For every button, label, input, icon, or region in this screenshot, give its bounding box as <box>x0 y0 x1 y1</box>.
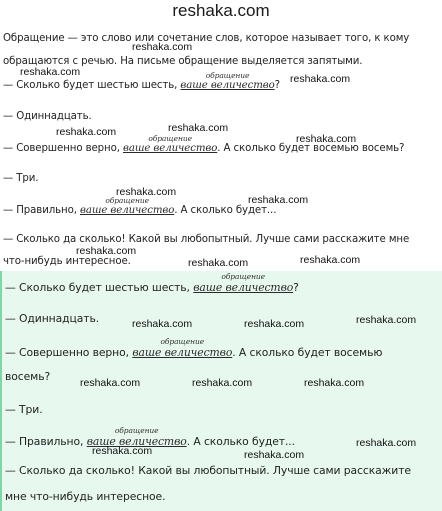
answer-block <box>0 271 442 511</box>
dialogue-line: — Три. <box>3 173 39 184</box>
address-tag: обращение <box>148 134 192 143</box>
watermark: reshaka.com <box>300 254 361 266</box>
highlighted-address: обращение ваше величество <box>123 134 218 154</box>
watermark: reshaka.com <box>132 318 193 330</box>
watermark: reshaka.com <box>168 122 229 134</box>
address-tag: обращение <box>160 337 205 346</box>
highlighted-address: обращение ваше величество <box>132 337 233 359</box>
dialogue-line: — Совершенно верно, обращение ваше величество. А сколько будет восемью восемь? <box>3 134 405 154</box>
watermark: reshaka.com <box>356 314 417 326</box>
watermark: reshaka.com <box>188 257 249 269</box>
watermark: reshaka.com <box>296 133 357 145</box>
watermark: reshaka.com <box>116 186 177 198</box>
highlighted-address: обращение ваше величество <box>180 71 275 91</box>
address-tag: обращение <box>205 71 250 80</box>
address-tag: обращение <box>105 196 149 205</box>
address-tag: обращение <box>221 272 265 281</box>
watermark: reshaka.com <box>248 194 309 206</box>
watermark: reshaka.com <box>290 73 351 85</box>
dialogue-line: — Сколько да сколько! Какой вы любопытный. Лучше сами расскажите мне <box>3 234 410 245</box>
definition-line: обращаются с речью. На письме обращение выделяется запятыми. <box>3 56 363 67</box>
watermark: reshaka.com <box>56 126 117 138</box>
site-logo[interactable]: reshaka.com <box>172 1 270 20</box>
watermark: reshaka.com <box>92 445 153 457</box>
dialogue-line: что-нибудь интересное. <box>3 256 131 267</box>
answer-line: — Одиннадцать. <box>5 312 100 325</box>
watermark: reshaka.com <box>132 41 193 53</box>
highlighted-address: обращение ваше величество <box>193 272 294 294</box>
answer-line: — Три. <box>5 403 43 416</box>
definition-line: Обращение — это слово или сочетание слов, которое называет того, к кому <box>3 33 410 44</box>
answer-line: — Сколько будет шестью шесть, обращение ваше величество? <box>5 272 299 294</box>
address-tag: обращение <box>114 426 159 435</box>
answer-line: — Правильно, обращение ваше величество. А сколько будет... <box>5 426 295 448</box>
answer-line: — Совершенно верно, обращение ваше величество. А сколько будет восемью <box>5 337 383 359</box>
watermark: reshaka.com <box>244 449 305 461</box>
watermark: reshaka.com <box>304 377 365 389</box>
highlighted-address: обращение ваше величество <box>80 196 175 216</box>
watermark: reshaka.com <box>356 437 417 449</box>
answer-line: восемь? <box>5 370 51 383</box>
dialogue-line: — Правильно, обращение ваше величество. А сколько будет... <box>3 196 277 216</box>
answer-line: мне что-нибудь интересное. <box>5 490 166 503</box>
watermark: reshaka.com <box>76 245 137 257</box>
answer-line: — Сколько да сколько! Какой вы любопытный. Лучше сами расскажите <box>5 464 411 477</box>
watermark: reshaka.com <box>192 377 253 389</box>
highlighted-address: обращение ваше величество <box>86 426 187 448</box>
dialogue-line: — Сколько будет шестью шесть, обращение ваше величество? <box>3 71 280 91</box>
dialogue-line: — Одиннадцать. <box>3 111 92 122</box>
watermark: reshaka.com <box>20 66 81 78</box>
watermark: reshaka.com <box>244 318 305 330</box>
watermark: reshaka.com <box>80 377 141 389</box>
